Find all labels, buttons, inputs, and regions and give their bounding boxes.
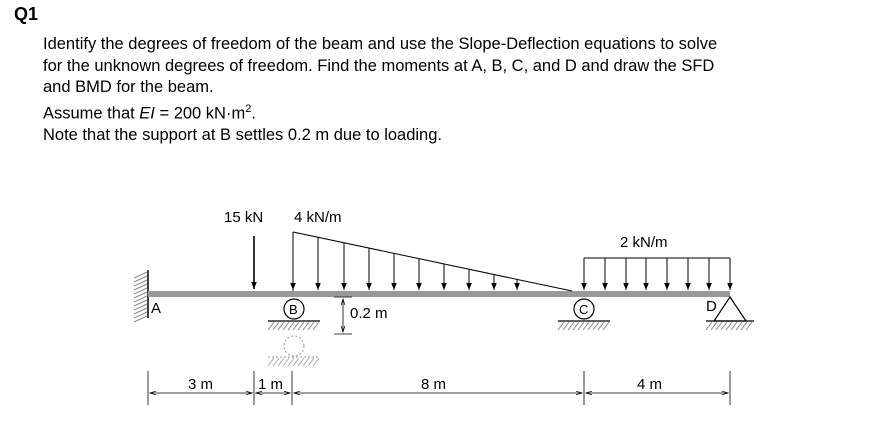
problem-line-3: and BMD for the beam. xyxy=(43,78,214,96)
settlement-note: Note that the support at B settles 0.2 m due to loading. xyxy=(43,125,442,144)
ei-suffix: . xyxy=(251,104,256,122)
problem-line-1: Identify the degrees of freedom of the beam and use the Slope-Deflection equations to solve xyxy=(43,35,718,53)
node-label-d: D xyxy=(706,298,717,315)
node-label-c: C xyxy=(579,302,589,317)
uniform-load xyxy=(584,258,730,290)
question-number: Q1 xyxy=(14,4,39,24)
point-load-label: 15 kN xyxy=(224,209,264,226)
settlement-label: 0.2 m xyxy=(350,305,388,322)
uniform-load-label: 2 kN/m xyxy=(620,234,668,251)
ei-exponent: 2 xyxy=(245,102,252,115)
node-label-b: B xyxy=(289,302,298,317)
ei-prefix: Assume that xyxy=(43,104,140,122)
dimension-label-ab: 3 m xyxy=(188,376,214,393)
dimension-label-cd: 4 m xyxy=(637,376,663,393)
beam xyxy=(148,291,730,297)
fixed-support-a xyxy=(134,270,148,322)
dimension-label-b: 1 m xyxy=(258,376,284,393)
triangular-load-label: 4 kN/m xyxy=(294,209,342,226)
triangular-load xyxy=(293,232,572,291)
ei-symbol: EI xyxy=(139,104,155,122)
dimension-label-bc: 8 m xyxy=(421,376,447,393)
node-label-a: A xyxy=(151,300,162,317)
ei-value: = 200 kN·m xyxy=(154,104,246,122)
problem-line-2: for the unknown degrees of freedom. Find the moments at A, B, C, and D and draw the SFD xyxy=(43,56,715,75)
